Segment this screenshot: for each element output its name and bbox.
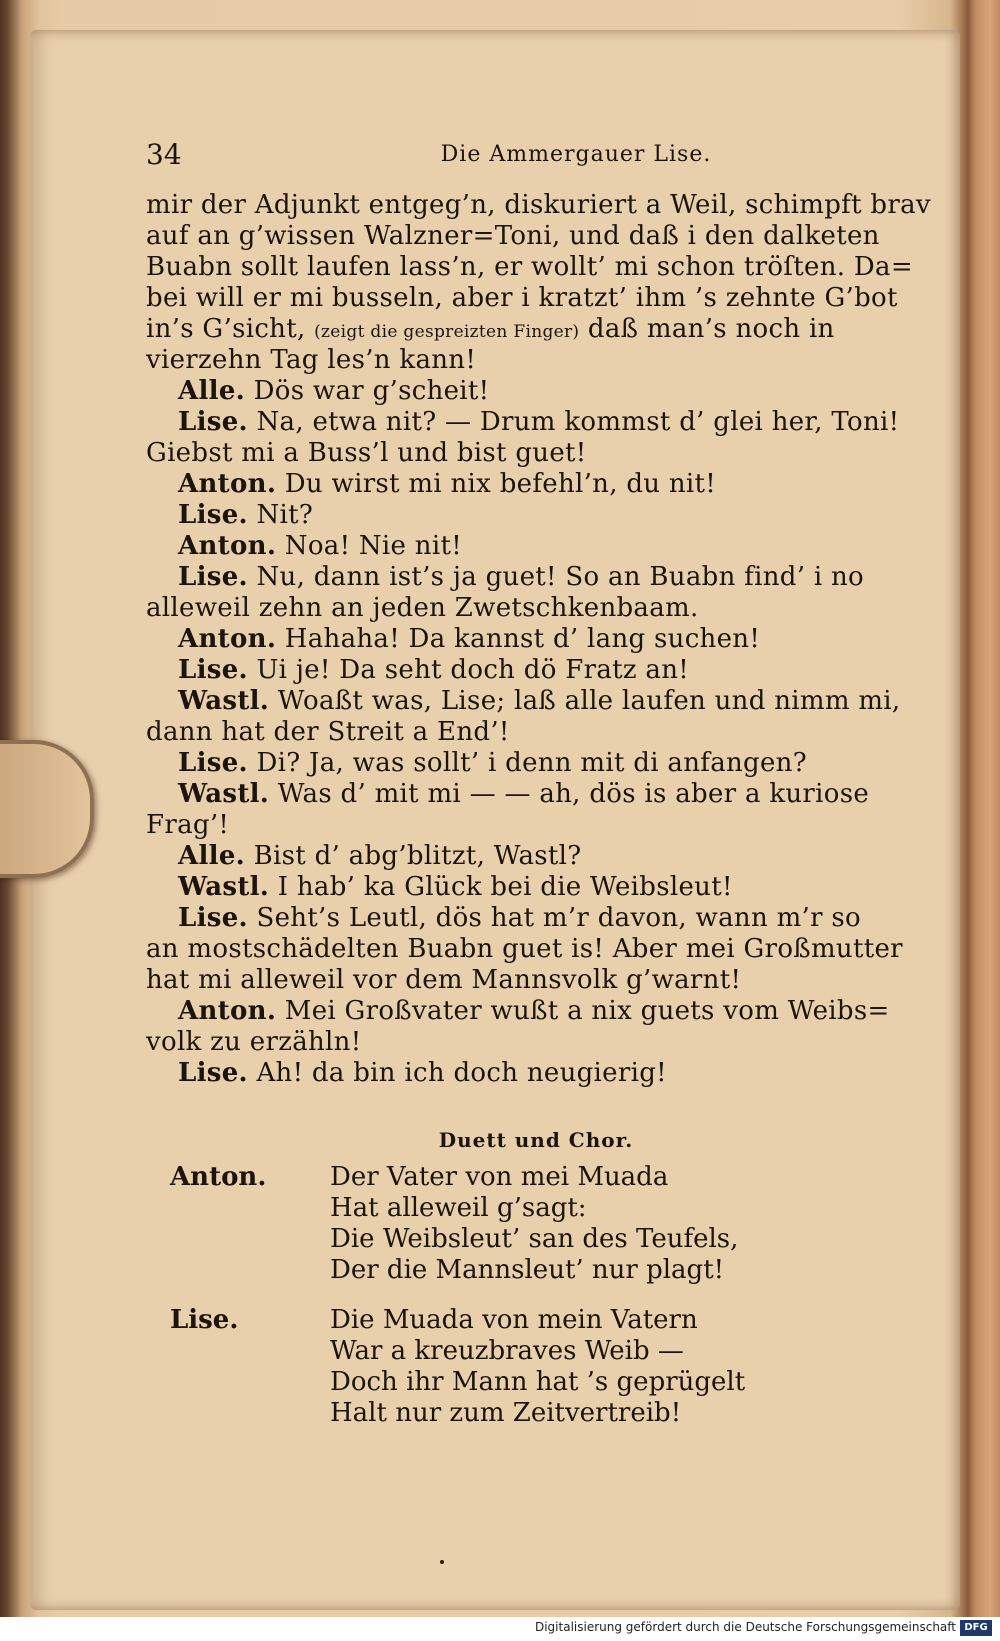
line-text: Hahaha! Da kannst d’ lang suchen!	[284, 624, 761, 654]
text-line	[146, 438, 926, 469]
text-line	[146, 531, 926, 562]
text-line	[146, 407, 926, 438]
song-verse-lise	[170, 1305, 930, 1435]
speaker-name: Lise.	[178, 903, 248, 933]
page-header	[146, 138, 926, 178]
footer-credit: Digitalisierung gefördert durch die Deutsche Forschungsgemeinschaft	[534, 1620, 956, 1634]
text-line	[146, 283, 926, 314]
line-text: Was d’ mit mi — — ah, dös is aber a kuriose	[277, 779, 870, 809]
text-line	[146, 996, 926, 1027]
speaker-name: Lise.	[178, 500, 248, 530]
text-line	[146, 810, 926, 841]
text-line	[146, 903, 926, 934]
verse-line: Hat alleweil g’sagt:	[330, 1193, 587, 1223]
text-line	[146, 717, 926, 748]
line-text: Di? Ja, was sollt’ i denn mit di anfangen?	[256, 748, 807, 778]
line-text: alleweil zehn an jeden Zwetschkenbaam.	[146, 593, 699, 623]
line-text: Na, etwa nit? — Drum kommst d’ glei her, Toni!	[256, 407, 900, 437]
line-text: Bist d’ abg’blitzt, Wastl?	[253, 841, 582, 871]
line-text: I hab’ ka Glück bei die Weibsleut!	[277, 872, 733, 902]
section-title: Duett und Chor.	[438, 1128, 634, 1152]
text-line	[146, 500, 926, 531]
speaker-name: Anton.	[178, 531, 277, 561]
line-text: Ui je! Da seht doch dö Fratz an!	[256, 655, 690, 685]
text-line	[146, 841, 926, 872]
line-text: Noa! Nie nit!	[284, 531, 462, 561]
text-line	[146, 965, 926, 996]
line-text: Ah! da bin ich doch neugierig!	[256, 1058, 667, 1088]
verse-line: Die Muada von mein Vatern	[330, 1305, 698, 1335]
text-line	[146, 934, 926, 965]
verse-line: Halt nur zum Zeitvertreib!	[330, 1398, 682, 1428]
speaker-name: Alle.	[178, 841, 246, 871]
line-text: Nu, dann ist’s ja guet! So an Buabn find’ i no	[256, 562, 865, 592]
text-line	[146, 1027, 926, 1058]
line-text: Woaßt was, Lise; laß alle laufen und nimm mi,	[277, 686, 901, 716]
speaker-name: Lise.	[178, 1058, 248, 1088]
speaker-name: Anton.	[178, 624, 277, 654]
line-text: mir der Adjunkt entgeg’n, diskuriert a Weil, schimpft brav	[146, 190, 931, 220]
text-line	[146, 1058, 926, 1089]
line-text: Du wirst mi nix befehl’n, du nit!	[284, 469, 717, 499]
line-text: hat mi alleweil vor dem Mannsvolk g’warnt!	[146, 965, 742, 995]
text-line	[146, 345, 926, 376]
text-line	[146, 624, 926, 655]
text-line	[146, 872, 926, 903]
text-line	[146, 562, 926, 593]
footer-bar	[0, 1617, 1000, 1641]
dialogue-text	[146, 190, 931, 1089]
speaker-name: Alle.	[178, 376, 246, 406]
text-line	[146, 190, 931, 221]
speaker-name: Wastl.	[178, 686, 270, 716]
text-line	[146, 376, 926, 407]
page-number: 34	[146, 138, 182, 171]
song-speaker: Anton.	[170, 1162, 267, 1192]
song-speaker: Lise.	[170, 1305, 239, 1335]
line-text: Giebst mi a Buss’l und bist guet!	[146, 438, 587, 468]
verse-line: Der Vater von mei Muada	[330, 1162, 669, 1192]
line-text: Seht’s Leutl, dös hat m’r davon, wann m’r so	[256, 903, 861, 933]
speaker-name: Lise.	[178, 562, 248, 592]
verse-line: War a kreuzbraves Weib —	[330, 1336, 684, 1366]
text-line	[146, 221, 926, 252]
ink-speck	[440, 1560, 444, 1564]
text-line	[146, 655, 926, 686]
line-text: dann hat der Streit a End’!	[146, 717, 510, 747]
line-text: vierzehn Tag les’n kann!	[146, 345, 477, 375]
text-line	[146, 748, 926, 779]
line-text: in’s G’sicht,	[146, 314, 315, 344]
text-line	[146, 593, 926, 624]
line-text: volk zu erzähln!	[146, 1027, 362, 1057]
stage-direction: (zeigt die gespreizten Finger)	[314, 322, 580, 342]
song-verse-anton	[170, 1162, 930, 1292]
text-line	[146, 469, 926, 500]
text-line	[146, 314, 926, 345]
speaker-name: Anton.	[178, 469, 277, 499]
speaker-name: Anton.	[178, 996, 277, 1026]
verse-line: Die Weibsleut’ san des Teufels,	[330, 1224, 739, 1254]
speaker-name: Wastl.	[178, 872, 270, 902]
line-text-continued: daß man’s noch in	[579, 314, 835, 344]
text-line	[146, 252, 926, 283]
speaker-name: Lise.	[178, 655, 248, 685]
verse-line: Der die Mannsleut’ nur plagt!	[330, 1255, 725, 1285]
dfg-logo: DFG	[960, 1620, 992, 1636]
speaker-name: Lise.	[178, 748, 248, 778]
line-text: Dös war g’scheit!	[253, 376, 490, 406]
line-text: Buabn sollt laufen lass’n, er wollt’ mi schon tröſten. Da=	[146, 252, 913, 282]
line-text: an mostschädelten Buabn guet is! Aber mei Großmutter	[146, 934, 903, 964]
text-line	[146, 779, 926, 810]
speaker-name: Lise.	[178, 407, 248, 437]
line-text: Nit?	[256, 500, 314, 530]
line-text: Mei Großvater wußt a nix guets vom Weibs=	[284, 996, 890, 1026]
line-text: Frag’!	[146, 810, 230, 840]
verse-line: Doch ihr Mann hat ’s geprügelt	[330, 1367, 746, 1397]
line-text: auf an g’wissen Walzner=Toni, und daß i den dalketen	[146, 221, 880, 251]
running-title: Die Ammergauer Lise.	[440, 142, 712, 167]
speaker-name: Wastl.	[178, 779, 270, 809]
text-line	[146, 686, 926, 717]
line-text: bei will er mi busseln, aber i kratzt’ ihm ’s zehnte G’bot	[146, 283, 898, 313]
